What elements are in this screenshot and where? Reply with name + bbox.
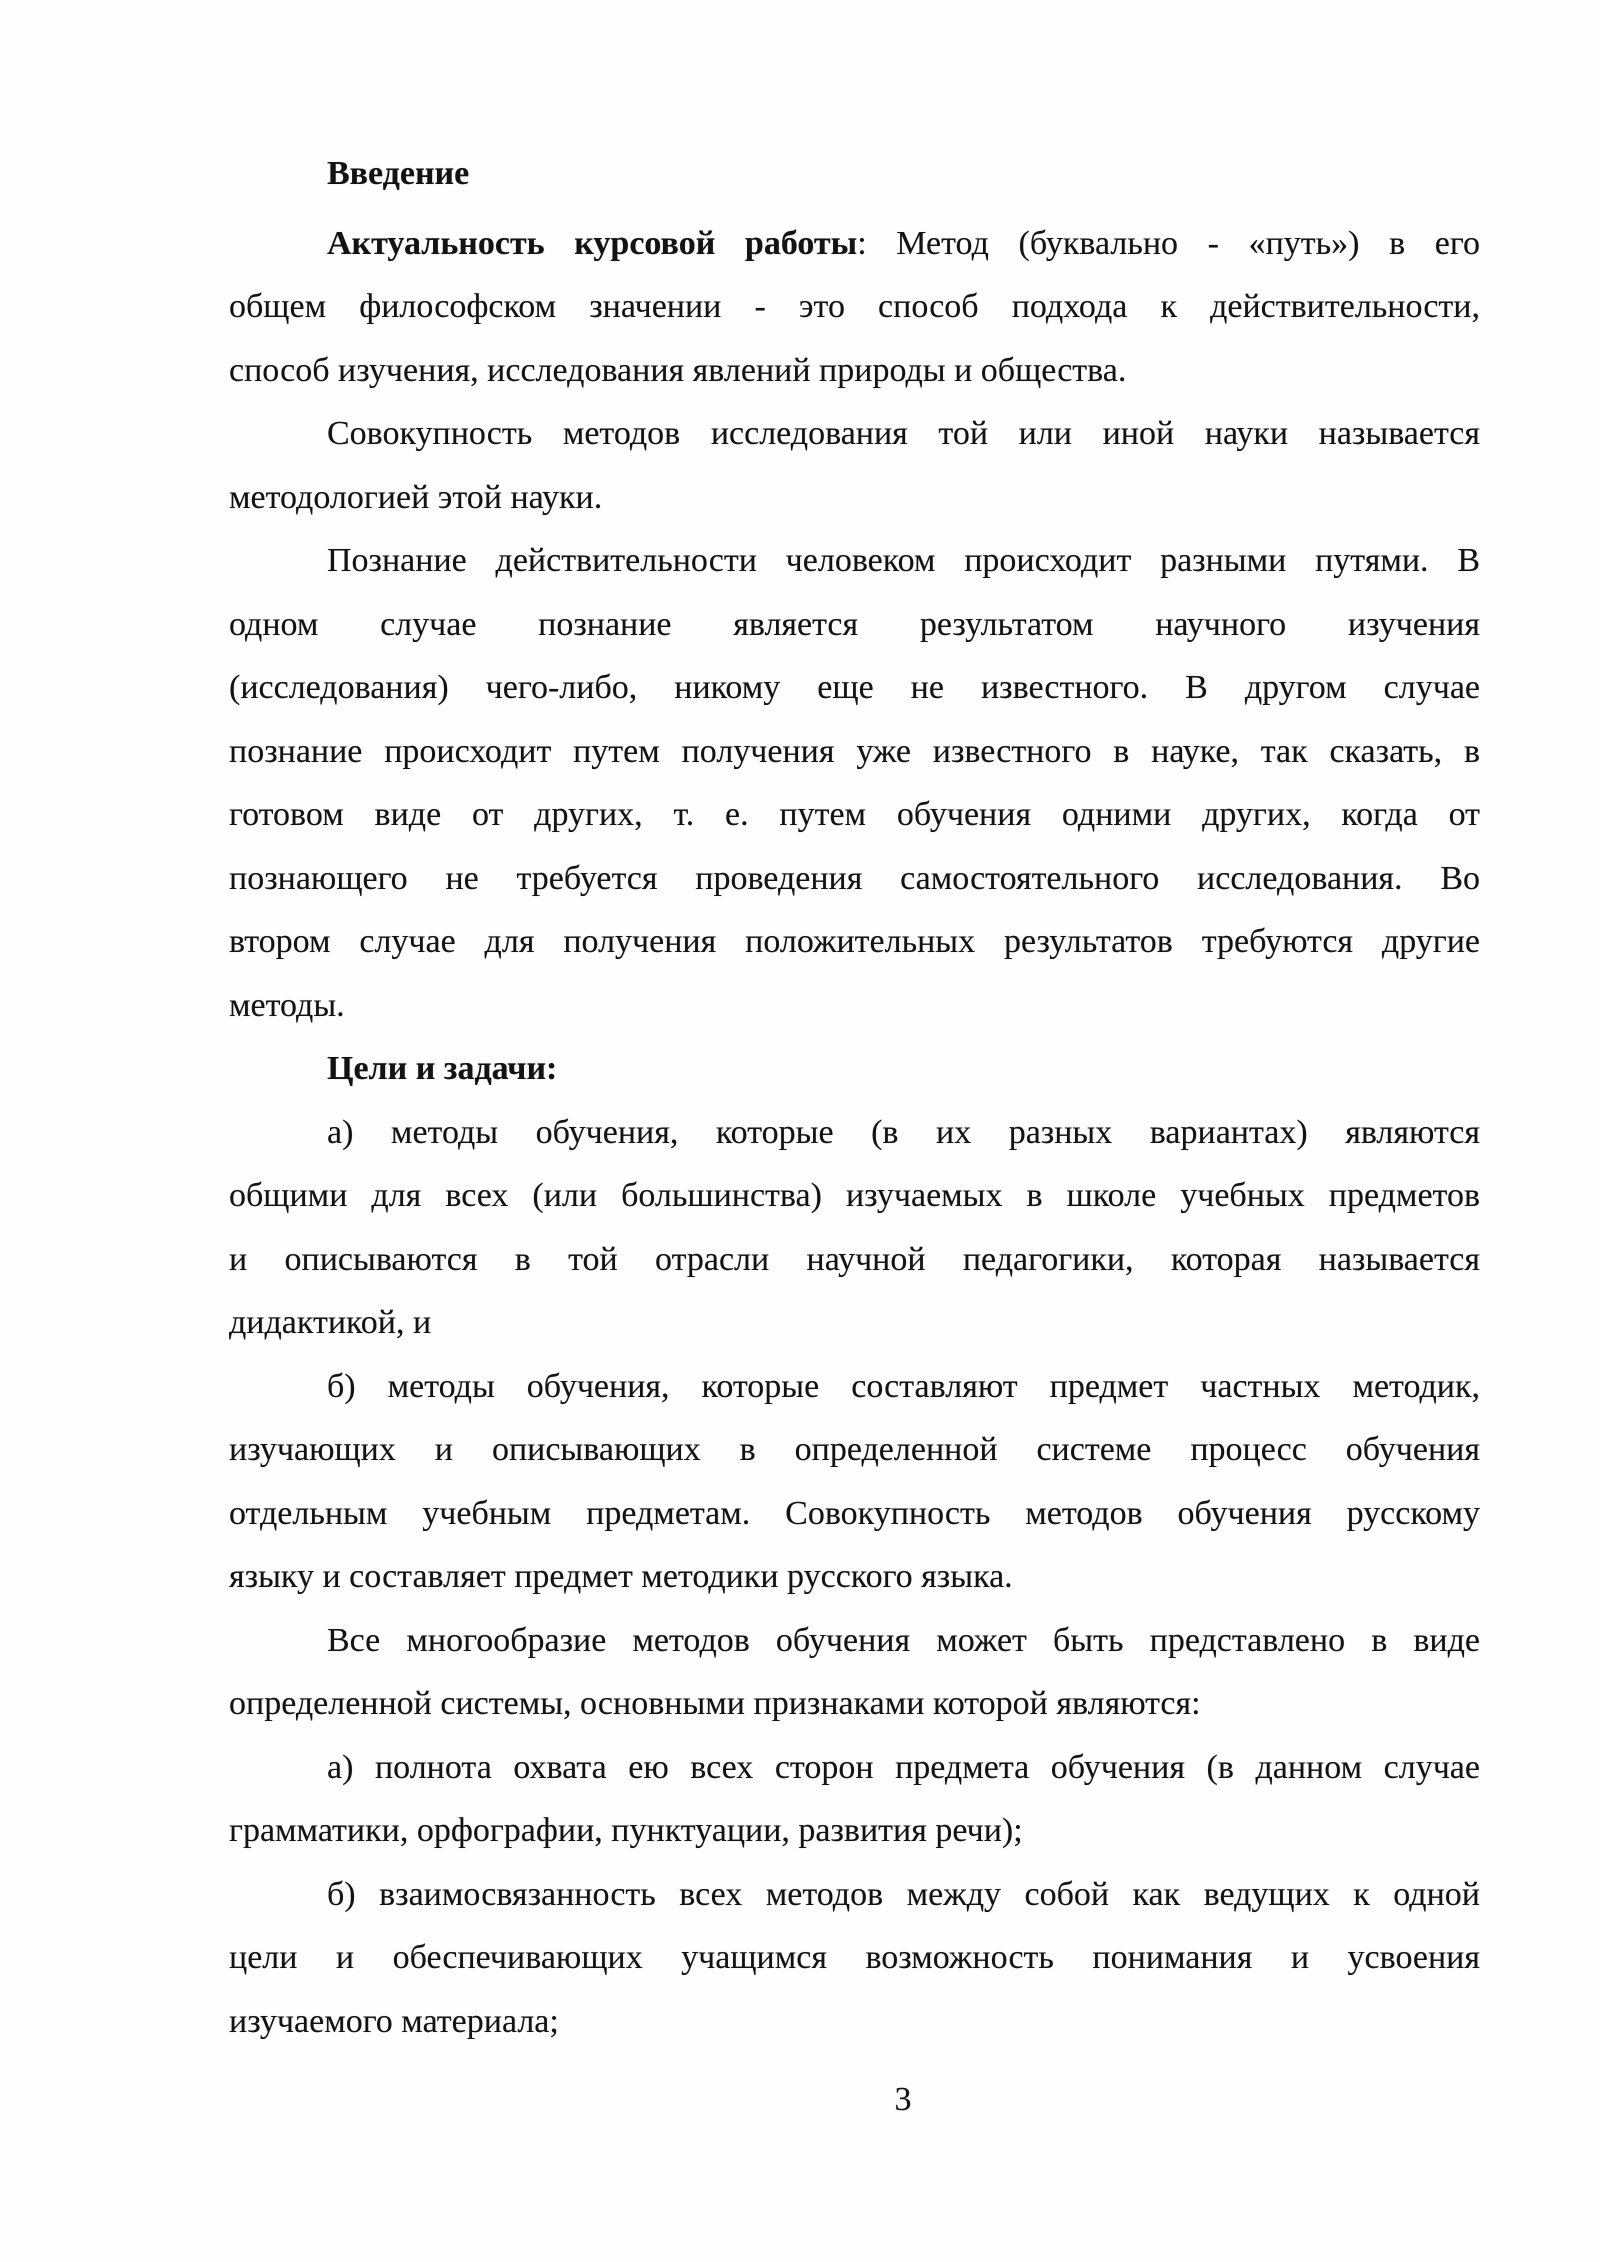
text-line [229,720,1480,784]
text-line [229,974,1480,1038]
text-line [229,1482,1480,1546]
text-segment: общем философском значении - это способ подхода к действительности, [229,288,1480,325]
text-segment: б) методы обучения, которые составляют предмет частных методик, [327,1367,1480,1405]
text-segment: методологией этой науки. [229,478,603,516]
text-line [229,1355,1480,1419]
text-line [229,1101,1480,1165]
text-line [229,910,1480,974]
text-segment: познающего не требуется проведения самостоятельного исследования. Во [229,859,1480,897]
goals-heading [229,1037,1480,1101]
text-line [229,529,1480,593]
text-segment: языку и составляет предмет методики русского языка. [229,1558,1013,1595]
text-segment: способ изучения, исследования явлений природы и общества. [229,351,1127,389]
text-line [229,1228,1480,1292]
text-segment: определенной системы, основными признаками которой являются: [229,1685,1201,1722]
text-segment: а) полнота охвата ею всех сторон предмета обучения (в данном случае [327,1748,1480,1786]
text-segment: познание происходит путем получения уже известного в науке, так сказать, в [229,732,1480,770]
text-line [229,212,1480,276]
text-line [229,1926,1480,1990]
text-segment: грамматики, орфографии, пунктуации, развития речи); [229,1812,1023,1849]
text-segment: (исследования) чего-либо, никому еще не известного. В другом случае [229,669,1480,706]
text-segment: общими для всех (или большинства) изучаемых в школе учебных предметов [229,1177,1480,1214]
text-line [229,1736,1480,1800]
text-line [229,783,1480,847]
text-line [229,1609,1480,1673]
text-segment: а) методы обучения, которые (в их разных вариантах) являются [327,1113,1480,1151]
text-line [229,1545,1480,1609]
text-segment: втором случае для получения положительных результатов требуются другие [229,923,1480,960]
text-segment: готовом виде от других, т. е. путем обучения одними других, когда от [229,796,1480,833]
text-segment: Совокупность методов исследования той или иной науки называется [327,415,1480,452]
text-line [229,339,1480,403]
text-segment: Все многообразие методов обучения может быть представлено в виде [327,1621,1480,1659]
text-segment: отдельным учебным предметам. Совокупность методов обучения русскому [229,1494,1480,1532]
text-segment: методы. [229,986,345,1024]
text-line [229,1291,1480,1355]
text-line [229,1990,1480,2054]
page-number: 3 [894,2081,912,2118]
document-body [229,142,1480,2053]
bold-text-segment: Актуальность курсовой работы [327,224,858,262]
text-line [229,847,1480,911]
text-segment: б) взаимосвязанность всех методов между собой как ведущих к одной [327,1875,1480,1913]
text-line [229,593,1480,657]
text-segment: изучающих и описывающих в определенной системе процесс обучения [229,1431,1480,1468]
bold-text-segment: Цели и задачи: [327,1050,558,1087]
text-segment: одном случае познание является результатом научного изучения [229,605,1480,643]
text-segment: дидактикой, и [229,1304,432,1341]
text-line [229,1418,1480,1482]
introduction-heading [229,142,1480,206]
text-segment: : Метод (буквально - «путь») в его [857,224,1481,262]
text-line [229,275,1480,339]
text-segment: цели и обеспечивающих учащимся возможность понимания и усвоения [229,1939,1480,1976]
bold-text-segment: Введение [327,155,470,192]
text-line [229,466,1480,530]
text-segment: и описываются в той отрасли научной педагогики, которая называется [229,1240,1480,1278]
text-line [229,402,1480,466]
text-line [229,1672,1480,1736]
text-line [229,1164,1480,1228]
text-line [229,1799,1480,1863]
text-line [229,656,1480,720]
text-line [229,1863,1480,1927]
text-segment: Познание действительности человеком происходит разными путями. В [327,542,1480,579]
text-segment: изучаемого материала; [229,2002,559,2040]
